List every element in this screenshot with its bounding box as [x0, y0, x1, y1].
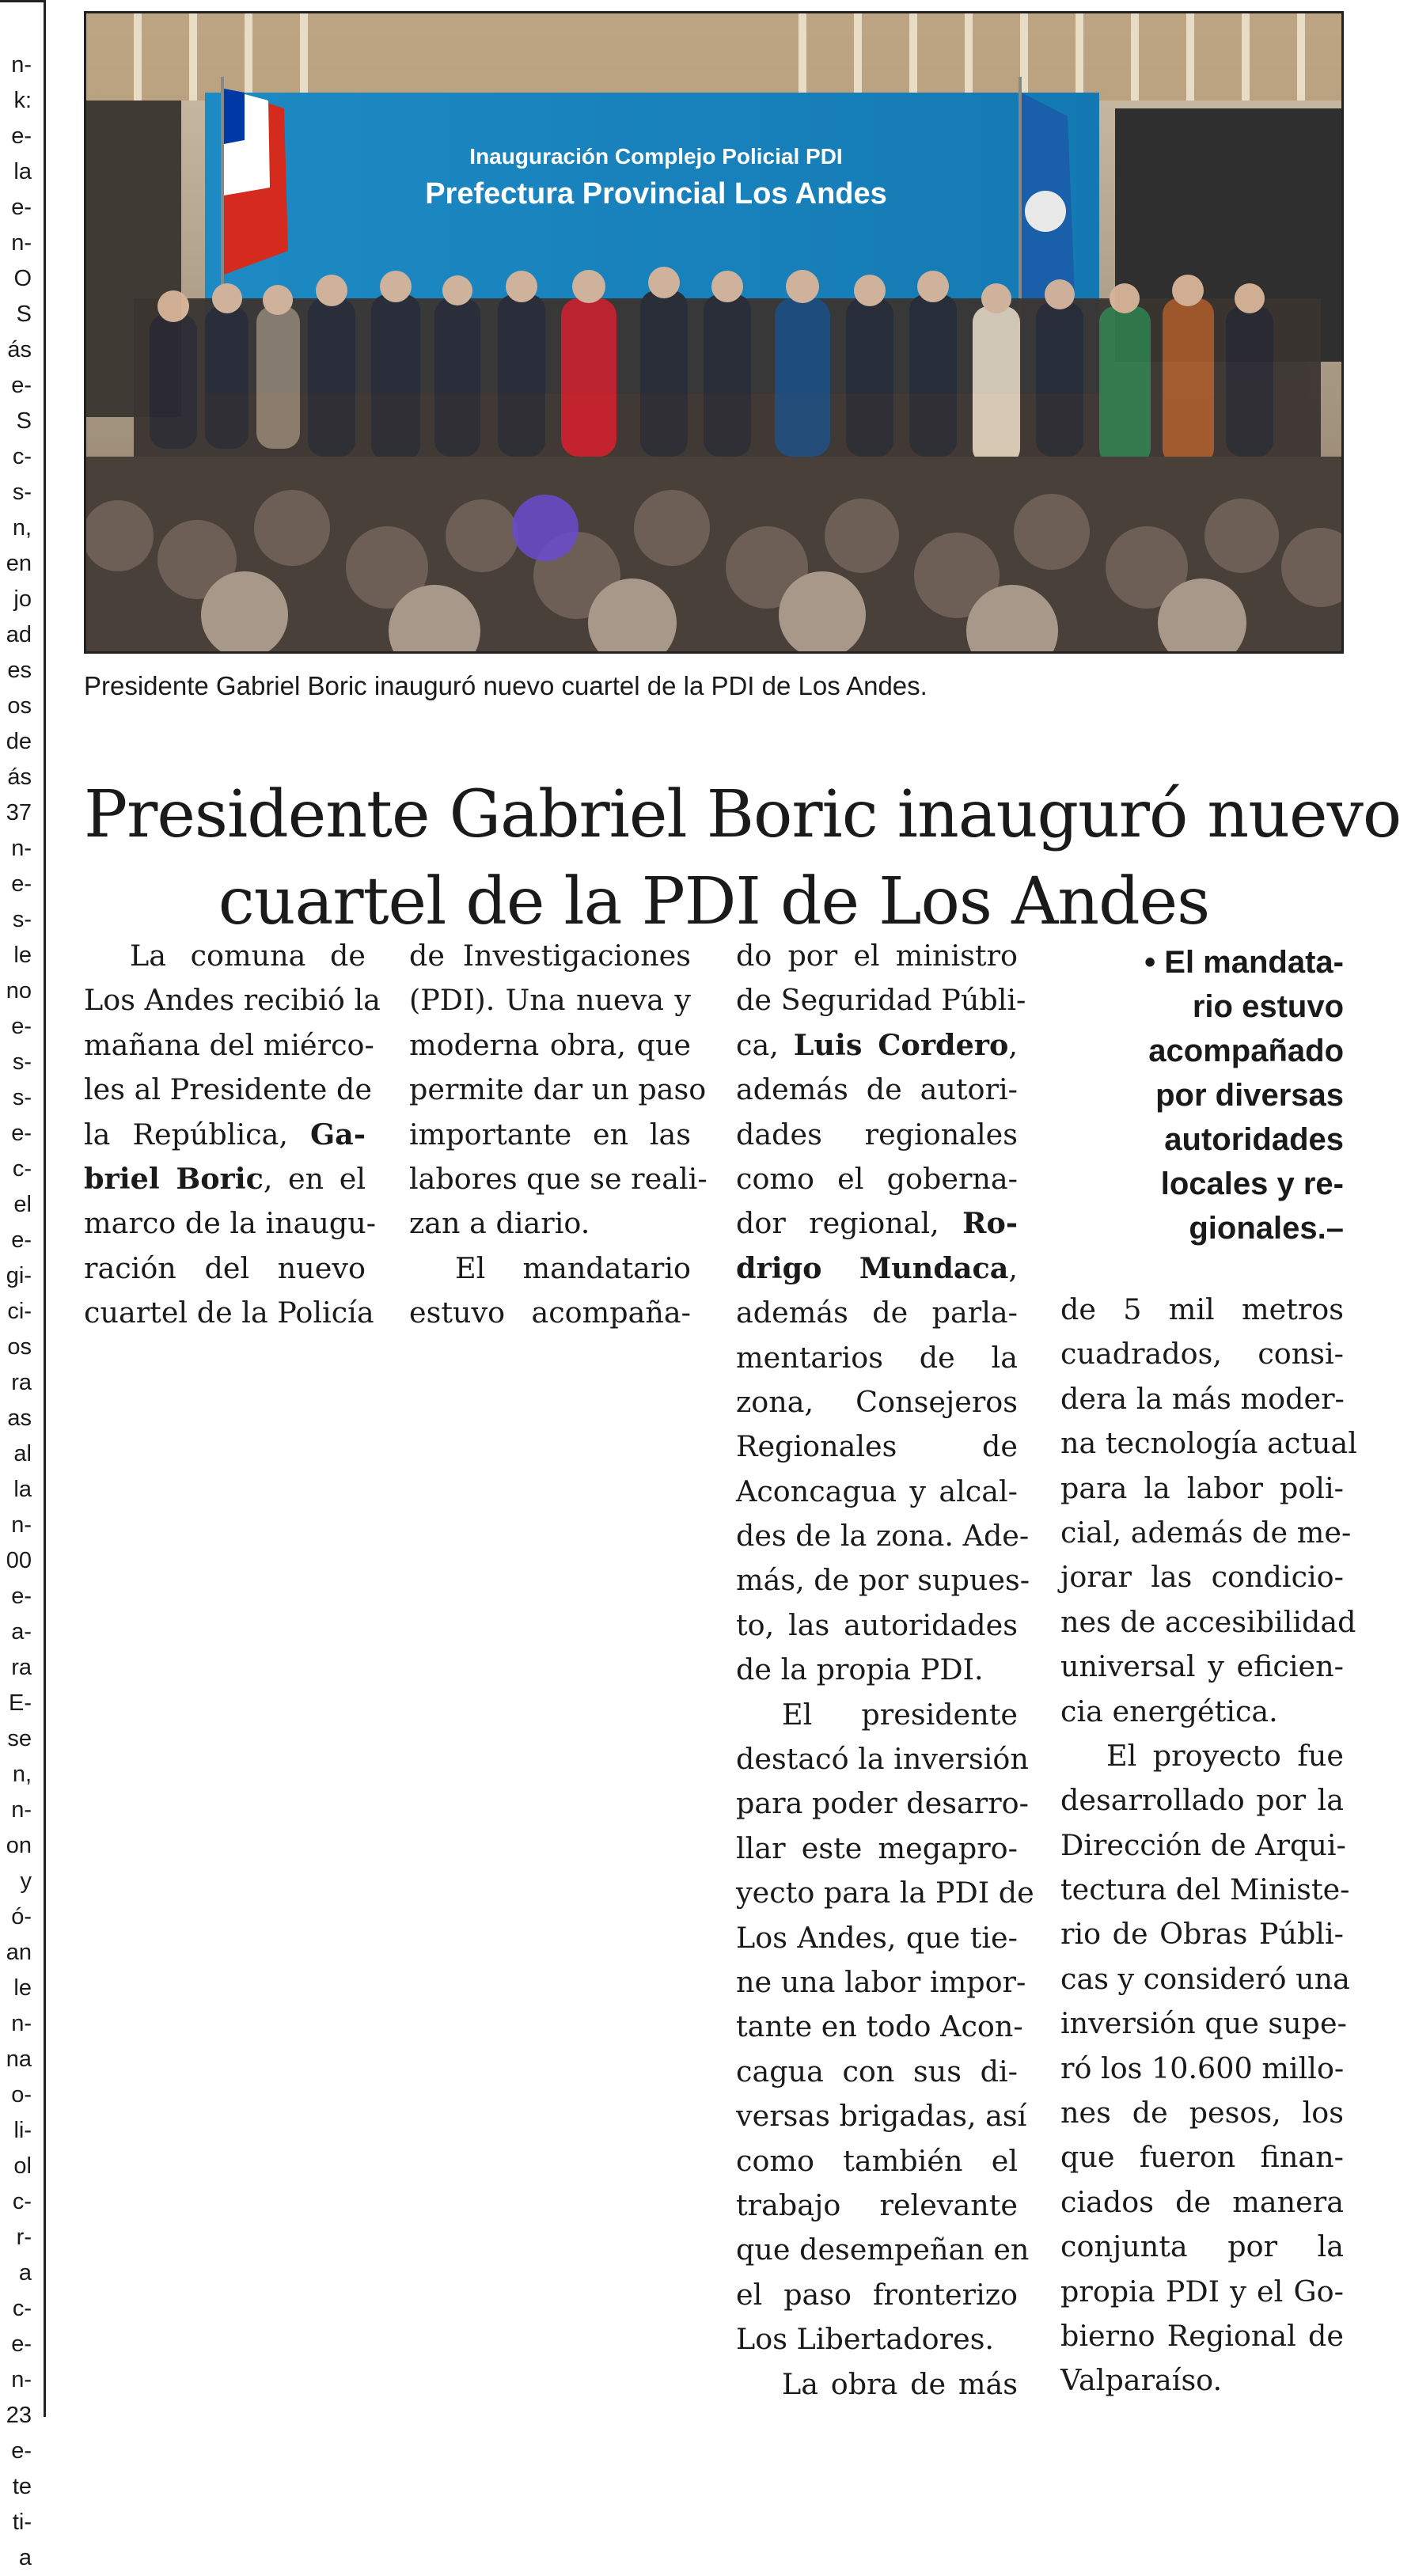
fragment-line: an — [6, 1940, 32, 1965]
fragment-line: e- — [11, 871, 32, 897]
fragment-line: se — [7, 1726, 32, 1751]
text-line: cia energética. — [1060, 1694, 1278, 1728]
fragment-line: 37 — [6, 800, 32, 825]
fragment-line: en — [6, 551, 32, 576]
photo-caption: Presidente Gabriel Boric inauguró nuevo cuartel de la PDI de Los Andes. — [84, 671, 928, 700]
text-line: que fueron finan- — [1060, 2140, 1344, 2175]
bold-name: Luis Cordero — [793, 1027, 1009, 1062]
summary-line: rio estuvo — [1192, 989, 1344, 1024]
column-rule — [44, 0, 46, 2417]
text-line: labores que se reali- — [409, 1161, 708, 1196]
fragment-line: ol — [13, 2153, 32, 2179]
fragment-line: e- — [11, 123, 32, 149]
text-line: Valparaíso. — [1060, 2363, 1223, 2398]
fragment-line: c- — [12, 1156, 32, 1182]
text-line — [84, 1157, 366, 1201]
fragment-line: jo — [13, 586, 32, 612]
text-line: Los Andes recibió la — [84, 983, 381, 1018]
fragment-line: e- — [11, 1584, 32, 1609]
fragment-line: ó- — [11, 1904, 32, 1929]
headline — [84, 772, 1402, 946]
text-line: to, las autoridades — [736, 1607, 1018, 1642]
bold-name: Ro- — [962, 1206, 1018, 1241]
text-line: do por el ministro — [736, 939, 1018, 973]
text-line: rio de Obras Públi- — [1060, 1917, 1344, 1952]
article-column-4 — [1060, 1288, 1357, 2403]
text-line: de 5 mil metros — [1060, 1292, 1344, 1326]
fragment-line: ci- — [7, 1299, 32, 1324]
fragment-line: e- — [11, 373, 32, 398]
text-line: ró los 10.600 millo- — [1060, 2051, 1345, 2085]
fragment-line: n- — [11, 2367, 32, 2392]
text-line: universal y eficien- — [1060, 1649, 1344, 1684]
text-line: como el goberna- — [736, 1161, 1018, 1196]
text-line: Los Libertadores. — [736, 2322, 995, 2357]
text-line — [736, 1023, 1018, 1068]
text-fragment: ca, — [736, 1027, 794, 1062]
fragment-line: el — [13, 1192, 32, 1217]
summary-line: gionales.– — [1189, 1211, 1344, 1246]
fragment-line: ra — [11, 1370, 32, 1395]
fragment-line: n- — [11, 230, 32, 256]
fragment-line: al — [13, 1441, 32, 1466]
fragment-line: n- — [11, 52, 32, 78]
fragment-line: c- — [12, 2189, 32, 2214]
banner-line-2: Prefectura Provincial Los Andes — [425, 177, 887, 211]
text-line: el paso fronterizo — [736, 2277, 1018, 2312]
text-line: además de autori- — [736, 1072, 1018, 1107]
text-line: ne una labor impor- — [736, 1964, 1026, 1999]
fragment-line: y — [20, 1868, 32, 1894]
text-line: conjunta por la — [1060, 2229, 1344, 2264]
fragment-line: es — [7, 658, 32, 683]
fragment-line: as — [7, 1406, 32, 1431]
text-line: de Investigaciones — [409, 939, 691, 973]
text-line: inversión que supe- — [1060, 2006, 1347, 2041]
summary-line: autoridades — [1164, 1122, 1344, 1157]
fragment-line: na — [6, 2047, 32, 2072]
text-fragment: , en el — [263, 1161, 366, 1196]
text-line: des de la zona. Ade- — [736, 1519, 1030, 1554]
text-line: Aconcagua y alcal- — [736, 1474, 1018, 1508]
fragment-line: n- — [11, 1512, 32, 1538]
text-line: mentarios de la — [736, 1340, 1018, 1375]
fragment-line: n, — [12, 1762, 32, 1787]
bold-name: Ga- — [310, 1117, 366, 1151]
fragment-line: c- — [12, 444, 32, 469]
text-line: dades regionales — [736, 1117, 1018, 1151]
article-column-3 — [736, 934, 1034, 2407]
text-line: versas brigadas, así — [736, 2099, 1027, 2134]
fragment-line: gi- — [6, 1263, 32, 1288]
text-line — [84, 1113, 366, 1157]
fragment-line: O — [13, 266, 32, 291]
fragment-line: le — [13, 943, 32, 968]
text-line: más, de por supues- — [736, 1563, 1030, 1598]
fragment-line: n- — [11, 2011, 32, 2036]
fragment-line: S — [16, 408, 32, 434]
article-column-2 — [409, 934, 708, 1336]
text-line: Regionales de — [736, 1429, 1018, 1464]
text-line: tante en todo Acon- — [736, 2009, 1023, 2044]
fragment-line: e- — [11, 1014, 32, 1039]
text-line: bierno Regional de — [1060, 2318, 1344, 2353]
fragment-line: k: — [13, 88, 32, 113]
text-fragment: dor regional, — [736, 1206, 963, 1241]
bold-name: briel Boric — [84, 1161, 264, 1196]
fragment-line: ti- — [12, 2510, 32, 2535]
fragment-line: la — [13, 1477, 32, 1502]
fragment-line: o- — [11, 2082, 32, 2107]
fragment-line: c- — [12, 2296, 32, 2321]
fragment-line: ás — [7, 764, 32, 790]
text-line: Los Andes, que tie- — [736, 1920, 1018, 1955]
text-line: estuvo acompaña- — [409, 1296, 691, 1330]
text-line: (PDI). Una nueva y — [409, 983, 691, 1018]
fragment-line: n- — [11, 836, 32, 861]
text-fragment: la República, — [84, 1117, 311, 1151]
fragment-line: te — [12, 2474, 32, 2499]
text-line: les al Presidente de — [84, 1072, 372, 1107]
fragment-line: 00 — [6, 1548, 32, 1573]
text-line: nes de pesos, los — [1060, 2096, 1344, 2130]
text-line: jorar las condicio- — [1060, 1560, 1344, 1595]
article-summary — [1060, 940, 1344, 1250]
text-line: además de parla- — [736, 1296, 1018, 1330]
fragment-line: e- — [11, 2331, 32, 2357]
fragment-line: a- — [11, 1619, 32, 1645]
banner-line-1: Inauguración Complejo Policial PDI — [469, 144, 843, 169]
text-line: permite dar un paso — [409, 1072, 707, 1107]
adjacent-article-fragment — [0, 47, 32, 2576]
text-line: El mandatario — [455, 1250, 691, 1285]
text-line: que desempeñan en — [736, 2233, 1030, 2267]
text-line: moderna obra, que — [409, 1027, 691, 1062]
bold-name: drigo Mundaca — [736, 1250, 1009, 1285]
fragment-line: s- — [12, 1049, 32, 1075]
text-line: yecto para la PDI de — [736, 1876, 1034, 1910]
fragment-line: r- — [16, 2225, 32, 2250]
fragment-line: a — [18, 2545, 32, 2570]
fragment-line: ad — [6, 622, 32, 647]
fragment-line: no — [6, 978, 32, 1003]
fragment-line: a — [18, 2260, 32, 2286]
top-rule — [0, 0, 44, 2]
summary-line: locales y re- — [1160, 1167, 1344, 1201]
text-line: importante en las — [409, 1117, 691, 1151]
article-photo — [84, 11, 1344, 654]
fragment-line: s- — [12, 907, 32, 932]
text-line: como también el — [736, 2143, 1018, 2178]
summary-line: • El mandata- — [1144, 945, 1344, 980]
text-line: marco de la inaugu- — [84, 1206, 377, 1241]
fragment-line: ra — [11, 1655, 32, 1680]
fragment-line: de — [6, 729, 32, 754]
text-line: cuartel de la Policía — [84, 1296, 374, 1330]
ceremony-photo-illustration — [86, 13, 1341, 651]
text-line: de la propia PDI. — [736, 1652, 984, 1687]
text-line: destacó la inversión — [736, 1742, 1029, 1777]
fragment-line: os — [7, 1334, 32, 1360]
fragment-line: on — [6, 1833, 32, 1858]
text-line: desarrollado por la — [1060, 1783, 1344, 1818]
text-line: tectura del Ministe- — [1060, 1872, 1350, 1907]
text-line: trabajo relevante — [736, 2187, 1018, 2222]
fragment-line: e- — [11, 1121, 32, 1146]
text-line: La obra de más — [782, 2366, 1018, 2401]
fragment-line: le — [13, 1975, 32, 2001]
text-fragment: , — [1008, 1027, 1018, 1062]
fragment-line: S — [16, 302, 32, 327]
text-line: La comuna de — [130, 939, 366, 973]
fragment-line: e- — [11, 1227, 32, 1253]
summary-line: por diversas — [1155, 1078, 1344, 1113]
fragment-line: n- — [11, 1797, 32, 1823]
fragment-line: e- — [11, 195, 32, 220]
text-line: cas y consideró una — [1060, 1961, 1350, 1996]
text-line: Dirección de Arqui- — [1060, 1827, 1346, 1862]
summary-line: acompañado — [1148, 1034, 1344, 1068]
text-line — [736, 1201, 1018, 1246]
fragment-line: s- — [12, 1085, 32, 1110]
text-line: de Seguridad Públi- — [736, 983, 1026, 1018]
fragment-line: os — [7, 693, 32, 719]
fragment-line: E- — [9, 1690, 32, 1716]
fragment-line: li- — [13, 2118, 32, 2143]
text-line: mañana del miérco- — [84, 1027, 374, 1062]
text-line: El presidente — [782, 1697, 1018, 1732]
fragment-line: 23 — [6, 2403, 32, 2428]
fragment-line: la — [13, 159, 32, 184]
text-line: cagua con sus di- — [736, 2054, 1018, 2088]
text-line: ración del nuevo — [84, 1250, 366, 1285]
text-line: El proyecto fue — [1106, 1738, 1344, 1773]
text-line: ciados de manera — [1060, 2184, 1344, 2219]
article-column-1 — [84, 934, 381, 1336]
text-line: na tecnología actual — [1060, 1426, 1357, 1461]
fragment-line: ás — [7, 337, 32, 362]
text-line: cuadrados, consi- — [1060, 1337, 1344, 1371]
text-line: nes de accesibilidad — [1060, 1604, 1356, 1639]
text-line: cial, además de me- — [1060, 1515, 1352, 1550]
headline-line: cuartel de la PDI de Los Andes — [218, 863, 1210, 939]
text-line: zan a diario. — [409, 1206, 590, 1241]
text-line: dera la más moder- — [1060, 1381, 1345, 1416]
headline-line: Presidente Gabriel Boric inauguró nuevo — [84, 776, 1402, 852]
text-line — [736, 1246, 1018, 1291]
fragment-line: e- — [11, 2438, 32, 2464]
text-fragment: , — [1008, 1250, 1018, 1285]
text-line: zona, Consejeros — [736, 1384, 1018, 1419]
text-line: propia PDI y el Go- — [1060, 2274, 1344, 2309]
fragment-line: s- — [12, 480, 32, 505]
text-line: para poder desarro- — [736, 1786, 1029, 1821]
text-line: para la labor poli- — [1060, 1470, 1344, 1505]
text-line: llar este megapro- — [736, 1831, 1018, 1865]
fragment-line: n, — [12, 515, 32, 541]
